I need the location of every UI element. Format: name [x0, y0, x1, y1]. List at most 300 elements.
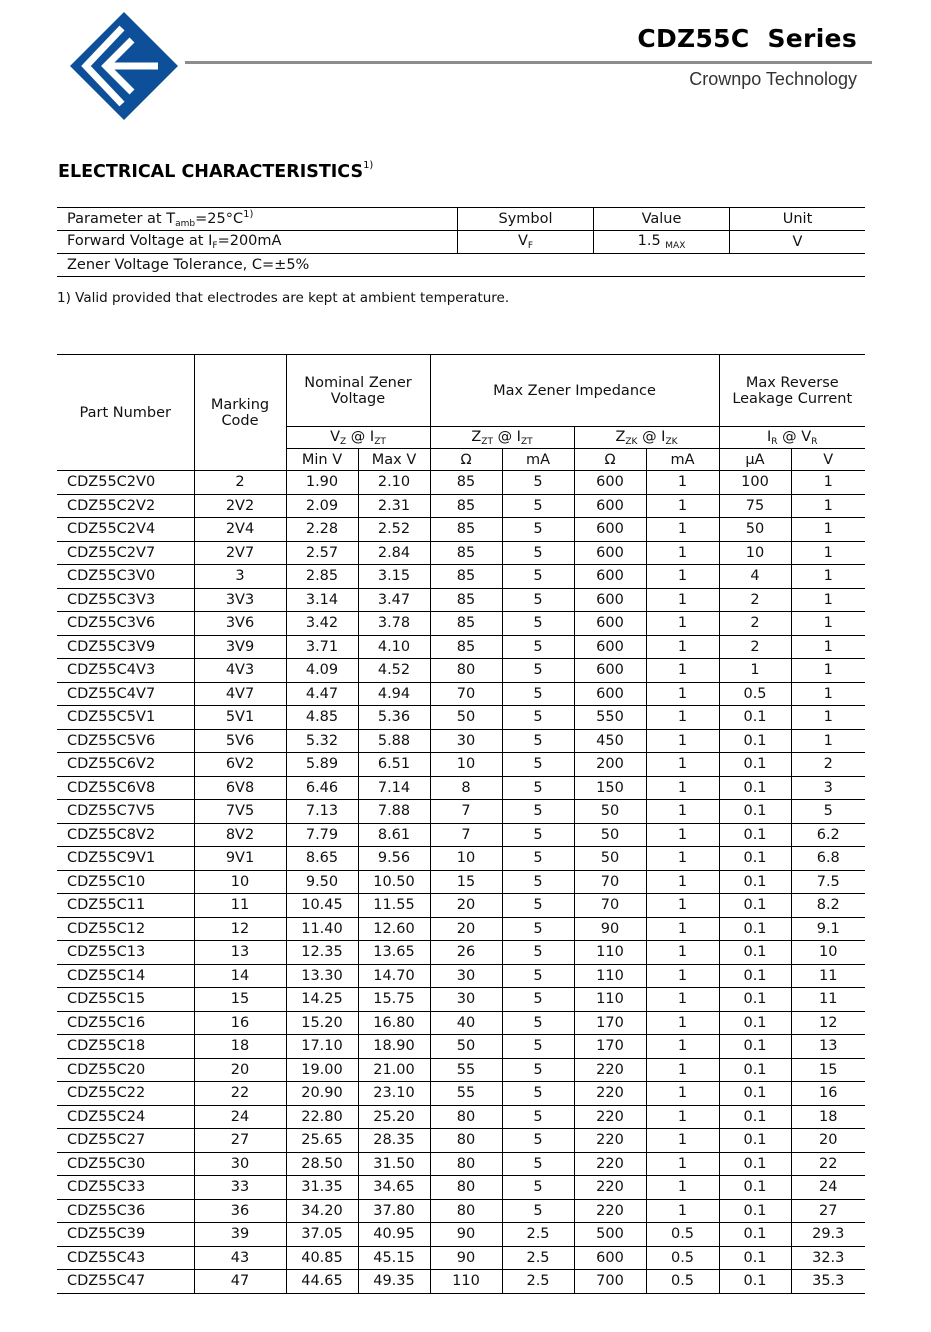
zzk-cell: 220	[574, 1199, 646, 1223]
table-row	[57, 1058, 865, 1082]
table-header-row	[57, 355, 865, 427]
vz-max-cell: 5.88	[358, 729, 430, 753]
table-row	[57, 231, 865, 254]
zzt-cell: 85	[430, 494, 502, 518]
zzt-cell: 7	[430, 823, 502, 847]
symbol-header: Symbol	[458, 208, 594, 231]
header-divider	[185, 61, 872, 64]
vz-min-cell: 2.85	[286, 565, 358, 589]
table-row	[57, 518, 865, 542]
marking-code-cell: 6V2	[194, 753, 286, 777]
izt-cell: 5	[502, 941, 574, 965]
vr-cell: 1	[791, 471, 865, 495]
ir-cell: 0.1	[719, 917, 791, 941]
vr-cell: 1	[791, 659, 865, 683]
series-title: CDZ55C Series	[637, 24, 857, 53]
vz-max-cell: 16.80	[358, 1011, 430, 1035]
marking-code-cell: 47	[194, 1270, 286, 1294]
zzk-cell: 50	[574, 823, 646, 847]
part-number-cell: CDZ55C30	[57, 1152, 194, 1176]
izt-cell: 5	[502, 1011, 574, 1035]
vz-min-cell: 11.40	[286, 917, 358, 941]
izt-cell: 5	[502, 659, 574, 683]
vz-min-cell: 7.13	[286, 800, 358, 824]
zzt-cell: 85	[430, 588, 502, 612]
izt-cell: 5	[502, 870, 574, 894]
vr-cell: 1	[791, 518, 865, 542]
izk-cell: 1	[646, 823, 719, 847]
unit-ir-ua: µA	[719, 449, 791, 471]
vr-cell: 32.3	[791, 1246, 865, 1270]
zzk-cell: 70	[574, 870, 646, 894]
zzk-cell: 600	[574, 471, 646, 495]
vz-min-cell: 5.32	[286, 729, 358, 753]
part-number-cell: CDZ55C27	[57, 1129, 194, 1153]
marking-code-cell: 10	[194, 870, 286, 894]
zzt-cell: 40	[430, 1011, 502, 1035]
max-leakage-header: Max Reverse Leakage Current	[719, 355, 865, 427]
table-row	[57, 894, 865, 918]
ir-cell: 0.1	[719, 1152, 791, 1176]
part-number-cell: CDZ55C22	[57, 1082, 194, 1106]
unit-min-v: Min V	[286, 449, 358, 471]
zzt-cell: 7	[430, 800, 502, 824]
vr-cell: 7.5	[791, 870, 865, 894]
zzt-cell: 90	[430, 1223, 502, 1247]
vz-max-cell: 6.51	[358, 753, 430, 777]
part-number-cell: CDZ55C39	[57, 1223, 194, 1247]
ir-cell: 0.1	[719, 1082, 791, 1106]
zzt-cell: 30	[430, 988, 502, 1012]
part-number-cell: CDZ55C5V1	[57, 706, 194, 730]
izk-cell: 1	[646, 518, 719, 542]
marking-code-cell: 13	[194, 941, 286, 965]
izt-cell: 5	[502, 635, 574, 659]
vr-cell: 1	[791, 565, 865, 589]
footnote: 1) Valid provided that electrodes are kept at ambient temperature.	[57, 290, 510, 306]
vr-cell: 13	[791, 1035, 865, 1059]
parameter-header: Parameter at $T_{amb}=25^\circ C^{1)}$	[57, 208, 458, 231]
zzt-cell: 85	[430, 612, 502, 636]
ir-cell: 0.1	[719, 941, 791, 965]
izt-cell: 2.5	[502, 1223, 574, 1247]
vz-min-cell: 10.45	[286, 894, 358, 918]
izk-cell: 1	[646, 635, 719, 659]
marking-code-cell: 16	[194, 1011, 286, 1035]
table-row	[57, 659, 865, 683]
vr-cell: 11	[791, 988, 865, 1012]
part-number-cell: CDZ55C6V8	[57, 776, 194, 800]
vz-max-cell: 18.90	[358, 1035, 430, 1059]
unit-izt-ma: mA	[502, 449, 574, 471]
value-header: Value	[594, 208, 730, 231]
vz-max-cell: 7.88	[358, 800, 430, 824]
zzk-cell: 170	[574, 1035, 646, 1059]
ir-cell: 50	[719, 518, 791, 542]
table-row	[57, 1082, 865, 1106]
vz-max-cell: 5.36	[358, 706, 430, 730]
zzk-cell: 90	[574, 917, 646, 941]
marking-code-cell: 4V7	[194, 682, 286, 706]
zzt-cell: 80	[430, 1105, 502, 1129]
marking-code-cell: 7V5	[194, 800, 286, 824]
table-row	[57, 541, 865, 565]
zzk-cell: 450	[574, 729, 646, 753]
marking-code-cell: 39	[194, 1223, 286, 1247]
izt-cell: 2.5	[502, 1246, 574, 1270]
vr-cell: 27	[791, 1199, 865, 1223]
zzt-cell: 85	[430, 635, 502, 659]
part-number-cell: CDZ55C20	[57, 1058, 194, 1082]
ir-cell: 100	[719, 471, 791, 495]
part-number-header: Part Number	[57, 355, 194, 471]
ir-cell: 0.1	[719, 706, 791, 730]
vz-min-cell: 34.20	[286, 1199, 358, 1223]
marking-code-cell: 12	[194, 917, 286, 941]
zzk-cell: 600	[574, 588, 646, 612]
zzt-cell: 55	[430, 1082, 502, 1106]
vz-min-cell: 22.80	[286, 1105, 358, 1129]
izt-cell: 5	[502, 776, 574, 800]
izk-cell: 1	[646, 1176, 719, 1200]
part-number-cell: CDZ55C5V6	[57, 729, 194, 753]
table-row	[57, 964, 865, 988]
vz-max-cell: 10.50	[358, 870, 430, 894]
table-row	[57, 941, 865, 965]
ir-cell: 0.1	[719, 1035, 791, 1059]
zzk-cell: 50	[574, 800, 646, 824]
zzt-cell: 50	[430, 1035, 502, 1059]
ir-cell: 0.1	[719, 800, 791, 824]
izk-cell: 1	[646, 588, 719, 612]
vz-min-cell: 37.05	[286, 1223, 358, 1247]
ir-cell: 0.1	[719, 1058, 791, 1082]
vz-min-cell: 9.50	[286, 870, 358, 894]
izk-cell: 0.5	[646, 1246, 719, 1270]
zzt-cell: 110	[430, 1270, 502, 1294]
part-number-cell: CDZ55C3V3	[57, 588, 194, 612]
izk-cell: 1	[646, 659, 719, 683]
izt-cell: 5	[502, 494, 574, 518]
part-number-cell: CDZ55C2V4	[57, 518, 194, 542]
zzt-cell: 85	[430, 541, 502, 565]
vr-cell: 9.1	[791, 917, 865, 941]
part-number-cell: CDZ55C7V5	[57, 800, 194, 824]
izt-cell: 5	[502, 1105, 574, 1129]
ir-cell: 0.1	[719, 729, 791, 753]
part-number-cell: CDZ55C3V6	[57, 612, 194, 636]
vr-cell: 1	[791, 635, 865, 659]
izt-cell: 5	[502, 518, 574, 542]
vz-min-cell: 14.25	[286, 988, 358, 1012]
izt-cell: 5	[502, 800, 574, 824]
vr-cell: 35.3	[791, 1270, 865, 1294]
izk-cell: 1	[646, 847, 719, 871]
izt-cell: 5	[502, 753, 574, 777]
zzt-cell: 55	[430, 1058, 502, 1082]
ir-cell: 1	[719, 659, 791, 683]
izt-cell: 5	[502, 1035, 574, 1059]
izt-cell: 5	[502, 1129, 574, 1153]
izk-cell: 1	[646, 941, 719, 965]
vr-cell: 1	[791, 706, 865, 730]
table-row	[57, 1152, 865, 1176]
marking-code-cell: 27	[194, 1129, 286, 1153]
zzt-cell: 30	[430, 729, 502, 753]
izt-cell: 5	[502, 682, 574, 706]
zzk-cell: 110	[574, 988, 646, 1012]
vz-max-cell: 3.47	[358, 588, 430, 612]
table-row	[57, 1270, 865, 1294]
vr-cell: 20	[791, 1129, 865, 1153]
table-row	[57, 800, 865, 824]
vz-min-cell: 7.79	[286, 823, 358, 847]
zzk-cell: 600	[574, 541, 646, 565]
unit-izk-ma: mA	[646, 449, 719, 471]
izk-cell: 1	[646, 1035, 719, 1059]
marking-code-cell: 33	[194, 1176, 286, 1200]
ir-cell: 75	[719, 494, 791, 518]
izt-cell: 5	[502, 1199, 574, 1223]
vz-max-cell: 2.84	[358, 541, 430, 565]
marking-code-cell: 3	[194, 565, 286, 589]
vr-cell: 8.2	[791, 894, 865, 918]
vz-min-cell: 1.90	[286, 471, 358, 495]
izt-cell: 5	[502, 541, 574, 565]
zzk-cell: 500	[574, 1223, 646, 1247]
zzk-cell: 600	[574, 682, 646, 706]
zzk-cell: 600	[574, 494, 646, 518]
izt-cell: 5	[502, 471, 574, 495]
part-number-cell: CDZ55C3V0	[57, 565, 194, 589]
izt-cell: 5	[502, 612, 574, 636]
vz-max-cell: 4.52	[358, 659, 430, 683]
izk-cell: 1	[646, 917, 719, 941]
izk-cell: 1	[646, 988, 719, 1012]
table-body	[57, 471, 865, 1294]
vz-min-cell: 4.47	[286, 682, 358, 706]
zzk-cell: 220	[574, 1082, 646, 1106]
marking-code-cell: 6V8	[194, 776, 286, 800]
vr-cell: 1	[791, 588, 865, 612]
zzk-cell: 110	[574, 941, 646, 965]
zzk-cell: 150	[574, 776, 646, 800]
ir-cell: 0.1	[719, 1176, 791, 1200]
zzt-cell: 10	[430, 847, 502, 871]
zzt-cell: 80	[430, 1152, 502, 1176]
zzt-cell: 50	[430, 706, 502, 730]
part-number-cell: CDZ55C43	[57, 1246, 194, 1270]
zzt-cell: 20	[430, 917, 502, 941]
izt-cell: 5	[502, 1082, 574, 1106]
vr-cell: 6.8	[791, 847, 865, 871]
izk-cell: 1	[646, 870, 719, 894]
vz-max-cell: 15.75	[358, 988, 430, 1012]
izk-cell: 1	[646, 894, 719, 918]
vr-cell: 1	[791, 494, 865, 518]
vz-min-cell: 28.50	[286, 1152, 358, 1176]
izt-cell: 5	[502, 917, 574, 941]
ir-cell: 0.1	[719, 753, 791, 777]
ir-cell: 4	[719, 565, 791, 589]
company-name: Crownpo Technology	[689, 69, 857, 89]
marking-code-header: Marking Code	[194, 355, 286, 471]
izk-cell: 0.5	[646, 1223, 719, 1247]
izt-cell: 2.5	[502, 1270, 574, 1294]
izt-cell: 5	[502, 964, 574, 988]
unit-max-v: Max V	[358, 449, 430, 471]
izk-cell: 0.5	[646, 1270, 719, 1294]
vz-min-cell: 4.09	[286, 659, 358, 683]
vz-min-cell: 3.42	[286, 612, 358, 636]
izk-cell: 1	[646, 612, 719, 636]
izt-cell: 5	[502, 1176, 574, 1200]
vz-max-cell: 2.52	[358, 518, 430, 542]
table-row	[57, 847, 865, 871]
zzt-cell: 80	[430, 1176, 502, 1200]
vz-min-cell: 4.85	[286, 706, 358, 730]
table-row	[57, 729, 865, 753]
vz-min-cell: 44.65	[286, 1270, 358, 1294]
table-row	[57, 870, 865, 894]
vz-max-cell: 28.35	[358, 1129, 430, 1153]
izk-cell: 1	[646, 1199, 719, 1223]
izk-cell: 1	[646, 776, 719, 800]
zzk-cell: 600	[574, 518, 646, 542]
vz-max-cell: 49.35	[358, 1270, 430, 1294]
nominal-voltage-header: Nominal Zener Voltage	[286, 355, 430, 427]
vz-max-cell: 9.56	[358, 847, 430, 871]
ir-cell: 0.1	[719, 823, 791, 847]
vz-max-cell: 14.70	[358, 964, 430, 988]
zzk-cell: 220	[574, 1152, 646, 1176]
vz-min-cell: 19.00	[286, 1058, 358, 1082]
unit-header: Unit	[730, 208, 866, 231]
ir-cell: 0.5	[719, 682, 791, 706]
marking-code-cell: 3V9	[194, 635, 286, 659]
part-number-cell: CDZ55C16	[57, 1011, 194, 1035]
zzk-cell: 700	[574, 1270, 646, 1294]
vz-header: $V_Z$ @ $I_{ZT}$	[286, 427, 430, 449]
part-number-cell: CDZ55C2V2	[57, 494, 194, 518]
vr-cell: 1	[791, 541, 865, 565]
zzk-cell: 600	[574, 565, 646, 589]
izk-cell: 1	[646, 494, 719, 518]
marking-code-cell: 8V2	[194, 823, 286, 847]
zzk-header: $Z_{ZK}$ @ $I_{ZK}$	[574, 427, 719, 449]
vz-min-cell: 17.10	[286, 1035, 358, 1059]
vz-min-cell: 3.14	[286, 588, 358, 612]
table-row	[57, 988, 865, 1012]
forward-voltage-symbol: $V_F$	[458, 231, 594, 254]
part-number-cell: CDZ55C13	[57, 941, 194, 965]
table-row	[57, 588, 865, 612]
table-row	[57, 823, 865, 847]
table-row	[57, 565, 865, 589]
vr-cell: 11	[791, 964, 865, 988]
vz-max-cell: 23.10	[358, 1082, 430, 1106]
zzk-cell: 170	[574, 1011, 646, 1035]
vz-max-cell: 25.20	[358, 1105, 430, 1129]
max-impedance-header: Max Zener Impedance	[430, 355, 719, 427]
ir-cell: 2	[719, 635, 791, 659]
vz-max-cell: 3.15	[358, 565, 430, 589]
izk-cell: 1	[646, 1105, 719, 1129]
izk-cell: 1	[646, 541, 719, 565]
ir-cell: 0.1	[719, 1246, 791, 1270]
vz-max-cell: 21.00	[358, 1058, 430, 1082]
table-row	[57, 1246, 865, 1270]
table-row	[57, 494, 865, 518]
vz-max-cell: 4.10	[358, 635, 430, 659]
vz-min-cell: 2.28	[286, 518, 358, 542]
vr-cell: 12	[791, 1011, 865, 1035]
ir-cell: 0.1	[719, 1223, 791, 1247]
marking-code-cell: 22	[194, 1082, 286, 1106]
ir-cell: 0.1	[719, 870, 791, 894]
vr-cell: 29.3	[791, 1223, 865, 1247]
zzt-cell: 85	[430, 471, 502, 495]
part-number-cell: CDZ55C47	[57, 1270, 194, 1294]
part-number-cell: CDZ55C2V7	[57, 541, 194, 565]
vz-max-cell: 7.14	[358, 776, 430, 800]
zzk-cell: 550	[574, 706, 646, 730]
vz-max-cell: 3.78	[358, 612, 430, 636]
zzk-cell: 600	[574, 1246, 646, 1270]
zzt-cell: 26	[430, 941, 502, 965]
marking-code-cell: 30	[194, 1152, 286, 1176]
part-number-cell: CDZ55C9V1	[57, 847, 194, 871]
ir-cell: 0.1	[719, 776, 791, 800]
vz-max-cell: 8.61	[358, 823, 430, 847]
vr-cell: 1	[791, 612, 865, 636]
zzt-cell: 10	[430, 753, 502, 777]
izt-cell: 5	[502, 1058, 574, 1082]
vz-max-cell: 4.94	[358, 682, 430, 706]
vz-max-cell: 40.95	[358, 1223, 430, 1247]
marking-code-cell: 4V3	[194, 659, 286, 683]
table-row	[57, 1129, 865, 1153]
ir-cell: 0.1	[719, 1199, 791, 1223]
izt-cell: 5	[502, 1152, 574, 1176]
izt-cell: 5	[502, 823, 574, 847]
vr-cell: 5	[791, 800, 865, 824]
part-number-cell: CDZ55C33	[57, 1176, 194, 1200]
marking-code-cell: 9V1	[194, 847, 286, 871]
zzt-cell: 70	[430, 682, 502, 706]
marking-code-cell: 20	[194, 1058, 286, 1082]
ir-cell: 2	[719, 612, 791, 636]
marking-code-cell: 2V4	[194, 518, 286, 542]
izt-cell: 5	[502, 565, 574, 589]
part-number-cell: CDZ55C11	[57, 894, 194, 918]
vr-cell: 3	[791, 776, 865, 800]
vz-min-cell: 25.65	[286, 1129, 358, 1153]
marking-code-cell: 3V3	[194, 588, 286, 612]
vz-min-cell: 5.89	[286, 753, 358, 777]
company-logo-icon	[70, 12, 178, 120]
part-number-cell: CDZ55C10	[57, 870, 194, 894]
vz-min-cell: 40.85	[286, 1246, 358, 1270]
table-row	[57, 917, 865, 941]
zzt-cell: 20	[430, 894, 502, 918]
marking-code-cell: 5V6	[194, 729, 286, 753]
zzt-cell: 85	[430, 518, 502, 542]
table-row	[57, 635, 865, 659]
vz-min-cell: 6.46	[286, 776, 358, 800]
marking-code-cell: 15	[194, 988, 286, 1012]
zzt-cell: 80	[430, 1129, 502, 1153]
